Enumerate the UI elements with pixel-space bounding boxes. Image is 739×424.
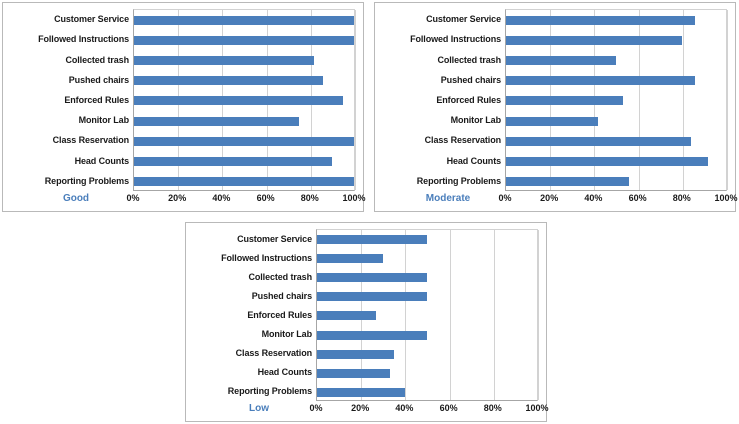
bar-row — [506, 111, 726, 131]
category-label: Followed Instructions — [410, 34, 501, 45]
bar — [317, 273, 427, 282]
chart-panel-moderate — [374, 2, 736, 212]
bar-row — [317, 383, 537, 402]
x-tick-label: 40% — [584, 193, 603, 203]
category-label: Class Reservation — [424, 135, 501, 146]
chart-panel-good — [2, 2, 364, 212]
category-label: Customer Service — [54, 14, 129, 25]
category-label: Reporting Problems — [227, 386, 312, 397]
category-label: Enforced Rules — [64, 94, 129, 105]
bar — [317, 331, 427, 340]
category-label: Head Counts — [74, 155, 129, 166]
bar-row — [317, 364, 537, 383]
bar-row — [317, 345, 537, 364]
bar-row — [134, 152, 354, 172]
x-tick-label: 80% — [483, 403, 502, 413]
category-label: Head Counts — [257, 367, 312, 378]
category-label: Class Reservation — [52, 135, 129, 146]
gridline — [538, 230, 539, 400]
bar — [506, 36, 682, 45]
bar — [317, 235, 427, 244]
bar-row — [506, 71, 726, 91]
category-label: Reporting Problems — [44, 175, 129, 186]
chart-legend-label: Moderate — [425, 193, 471, 204]
bar-chart-good — [3, 3, 366, 211]
category-axis-labels — [190, 229, 316, 401]
bar — [506, 137, 691, 146]
bar-row — [134, 71, 354, 91]
category-label: Class Reservation — [235, 348, 312, 359]
chart-panel-low — [185, 222, 547, 422]
bar — [317, 388, 405, 397]
bar-row — [506, 172, 726, 192]
bar — [134, 137, 354, 146]
category-axis-labels — [7, 9, 133, 191]
bar — [506, 177, 629, 186]
x-tick-label: 0% — [126, 193, 140, 203]
bar — [134, 16, 354, 25]
x-tick-label: 20% — [351, 403, 370, 413]
x-axis-tick-labels — [126, 193, 366, 207]
category-label: Monitor Lab — [78, 115, 129, 126]
bar — [134, 56, 314, 65]
plot-area — [505, 9, 727, 191]
x-tick-label: 100% — [342, 193, 366, 203]
x-tick-label: 0% — [498, 193, 512, 203]
chart-legend-label: Low — [249, 403, 269, 414]
bar-row — [317, 287, 537, 306]
category-label: Pushed chairs — [440, 74, 501, 85]
bar-row — [134, 50, 354, 70]
category-label: Monitor Lab — [261, 329, 312, 340]
bar — [134, 117, 299, 126]
gridline — [355, 10, 356, 190]
gridline — [727, 10, 728, 190]
bar-series — [506, 10, 726, 190]
bar-row — [134, 131, 354, 151]
bar-row — [506, 91, 726, 111]
bar-row — [506, 152, 726, 172]
x-tick-label: 60% — [439, 403, 458, 413]
x-tick-label: 60% — [628, 193, 647, 203]
bar-row — [134, 91, 354, 111]
x-tick-label: 0% — [309, 403, 323, 413]
bar — [317, 369, 390, 378]
bar — [317, 254, 383, 263]
bar-row — [134, 111, 354, 131]
bar — [506, 117, 598, 126]
bar-chart-moderate — [375, 3, 738, 211]
x-tick-label: 40% — [212, 193, 231, 203]
bar-row — [506, 131, 726, 151]
category-label: Monitor Lab — [450, 115, 501, 126]
x-tick-label: 40% — [395, 403, 414, 413]
x-tick-label: 80% — [300, 193, 319, 203]
bar — [506, 16, 695, 25]
bar-row — [317, 230, 537, 249]
bar — [506, 56, 616, 65]
bar-row — [317, 268, 537, 287]
x-tick-label: 20% — [168, 193, 187, 203]
bar — [506, 76, 695, 85]
x-axis-tick-labels — [498, 193, 738, 207]
category-label: Followed Instructions — [38, 34, 129, 45]
x-tick-label: 100% — [525, 403, 549, 413]
plot-area — [316, 229, 538, 401]
category-label: Followed Instructions — [221, 252, 312, 263]
category-label: Enforced Rules — [436, 94, 501, 105]
bar-series — [317, 230, 537, 400]
chart-legend-label: Good — [62, 193, 90, 204]
category-label: Head Counts — [446, 155, 501, 166]
x-tick-label: 80% — [672, 193, 691, 203]
category-label: Collected trash — [248, 271, 312, 282]
x-tick-label: 60% — [256, 193, 275, 203]
bar — [134, 76, 323, 85]
category-label: Customer Service — [237, 233, 312, 244]
bar-row — [134, 10, 354, 30]
category-label: Collected trash — [437, 54, 501, 65]
category-label: Collected trash — [65, 54, 129, 65]
category-axis-labels — [379, 9, 505, 191]
bar — [506, 157, 708, 166]
bar-row — [317, 306, 537, 325]
bar — [317, 311, 376, 320]
category-label: Customer Service — [426, 14, 501, 25]
bar-row — [317, 326, 537, 345]
bar-row — [506, 30, 726, 50]
bar — [506, 96, 623, 105]
x-tick-label: 100% — [714, 193, 738, 203]
plot-area — [133, 9, 355, 191]
bar-chart-low — [186, 223, 549, 421]
bar-row — [506, 50, 726, 70]
bar-row — [317, 249, 537, 268]
category-label: Pushed chairs — [68, 74, 129, 85]
bar — [317, 350, 394, 359]
bar-row — [134, 172, 354, 192]
category-label: Reporting Problems — [416, 175, 501, 186]
bar-row — [134, 30, 354, 50]
category-label: Enforced Rules — [247, 309, 312, 320]
x-tick-label: 20% — [540, 193, 559, 203]
x-axis-tick-labels — [309, 403, 549, 417]
bar-row — [506, 10, 726, 30]
bar — [134, 36, 354, 45]
bar-series — [134, 10, 354, 190]
bar — [134, 96, 343, 105]
bar — [134, 177, 354, 186]
bar — [317, 292, 427, 301]
bar — [134, 157, 332, 166]
category-label: Pushed chairs — [251, 290, 312, 301]
